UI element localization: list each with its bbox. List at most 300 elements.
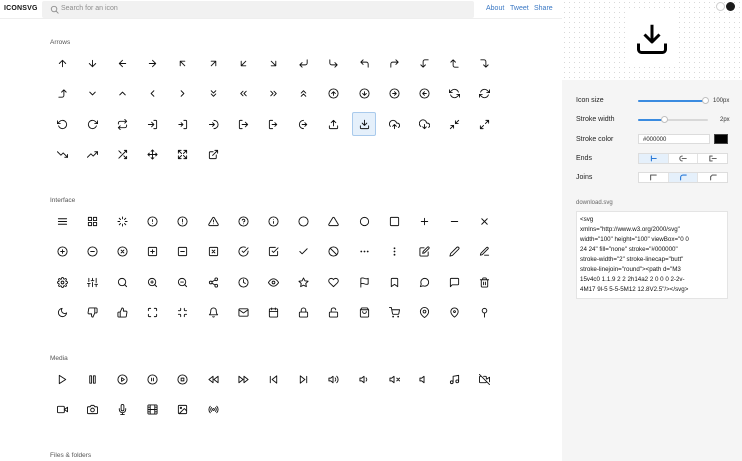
icon-tile[interactable] — [443, 51, 467, 75]
download-icon — [634, 21, 670, 57]
sign-out-icon — [268, 119, 279, 130]
joins-miter-option[interactable] — [639, 173, 669, 182]
icon-tile[interactable] — [443, 240, 467, 264]
dark-theme-dot[interactable] — [726, 2, 735, 11]
icon-tile[interactable] — [443, 270, 467, 294]
icon-tile[interactable] — [322, 240, 346, 264]
circle-icon — [298, 216, 309, 227]
check-square-icon — [268, 246, 279, 257]
icon-tile[interactable] — [50, 209, 74, 233]
icon-tile[interactable] — [50, 367, 74, 391]
icon-size-value: 100px — [713, 98, 730, 104]
icon-tile[interactable] — [201, 143, 225, 167]
icon-tile[interactable] — [50, 301, 74, 325]
icon-size-fill — [638, 100, 706, 102]
icon-tile[interactable] — [382, 112, 406, 136]
ends-toggle — [638, 153, 728, 164]
icon-tile[interactable] — [382, 270, 406, 294]
arrow-up-left-icon — [177, 58, 188, 69]
maximize-icon — [479, 119, 490, 130]
unlock-icon — [328, 307, 339, 318]
download-filename[interactable]: download.svg — [576, 200, 613, 206]
arrow-down-left-icon — [238, 58, 249, 69]
icon-tile[interactable] — [50, 270, 74, 294]
thumbs-down-icon — [87, 307, 98, 318]
icon-tile[interactable] — [473, 51, 497, 75]
corner-up-left-icon — [359, 58, 370, 69]
icon-tile[interactable] — [201, 398, 225, 422]
skip-forward-icon — [298, 374, 309, 385]
icon-tile[interactable] — [473, 209, 497, 233]
info-circle-icon — [177, 216, 188, 227]
icon-tile[interactable] — [171, 112, 195, 136]
volume-2-icon — [328, 374, 339, 385]
icon-tile[interactable] — [110, 270, 134, 294]
icon-tile[interactable] — [80, 82, 104, 106]
bell-icon — [208, 307, 219, 318]
icon-tile[interactable] — [231, 367, 255, 391]
icon-tile[interactable] — [382, 82, 406, 106]
icon-tile[interactable] — [412, 209, 436, 233]
icon-tile[interactable] — [412, 82, 436, 106]
icon-tile[interactable] — [141, 367, 165, 391]
sliders-icon — [87, 277, 98, 288]
pause-circle-icon — [147, 374, 158, 385]
icon-tile[interactable] — [201, 51, 225, 75]
icon-tile[interactable] — [412, 301, 436, 325]
clock-icon — [238, 277, 249, 288]
play-circle-icon — [117, 374, 128, 385]
top-bar — [0, 0, 562, 19]
skip-back-icon — [268, 374, 279, 385]
log-out-icon — [238, 119, 249, 130]
icon-tile[interactable] — [201, 209, 225, 233]
pin-icon — [479, 307, 490, 318]
square-icon — [389, 216, 400, 227]
icon-tile[interactable] — [141, 143, 165, 167]
section-title: Arrows — [50, 39, 71, 46]
icon-size-slider[interactable] — [638, 100, 708, 102]
joins-round-option[interactable] — [669, 173, 699, 182]
icon-tile[interactable] — [80, 398, 104, 422]
plus-icon — [419, 216, 430, 227]
search-input[interactable] — [42, 1, 474, 18]
icon-tile[interactable] — [352, 209, 376, 233]
nav-tweet-link[interactable]: Tweet — [510, 5, 529, 12]
map-pin-icon — [419, 307, 430, 318]
stroke-width-handle[interactable] — [661, 116, 668, 123]
icon-tile[interactable] — [382, 301, 406, 325]
icon-tile[interactable] — [443, 367, 467, 391]
logo[interactable]: ICONSVG — [4, 5, 38, 12]
icon-tile[interactable] — [80, 112, 104, 136]
chevrons-left-icon — [238, 88, 249, 99]
light-theme-dot[interactable] — [716, 2, 725, 11]
nav-about-link[interactable]: About — [486, 5, 505, 12]
arrow-right-circle-icon — [389, 88, 400, 99]
icon-tile[interactable] — [261, 367, 285, 391]
icon-tile[interactable] — [443, 82, 467, 106]
icon-tile[interactable] — [141, 301, 165, 325]
icon-tile[interactable] — [382, 240, 406, 264]
arrow-right-icon — [147, 58, 158, 69]
icon-tile[interactable] — [352, 51, 376, 75]
check-circle-icon — [238, 246, 249, 257]
code-line: 24 24" fill="none" stroke="#000000" — [580, 246, 678, 253]
stroke-color-swatch[interactable] — [714, 134, 728, 144]
share-icon — [208, 277, 219, 288]
cloud-download-icon — [419, 119, 430, 130]
icon-tile[interactable] — [141, 398, 165, 422]
slash-icon — [328, 246, 339, 257]
icon-tile[interactable] — [110, 301, 134, 325]
icon-tile[interactable] — [50, 51, 74, 75]
volume-icon — [419, 374, 430, 385]
corner-up-right-icon — [389, 58, 400, 69]
icon-tile[interactable] — [110, 398, 134, 422]
icon-tile[interactable] — [382, 209, 406, 233]
music-icon — [449, 374, 460, 385]
icon-tile[interactable] — [382, 367, 406, 391]
icon-size-label: Icon size — [576, 97, 604, 104]
icon-tile[interactable] — [352, 240, 376, 264]
minus-circle-icon — [87, 246, 98, 257]
pause-icon — [87, 374, 98, 385]
icon-tile[interactable] — [322, 51, 346, 75]
zoom-out-icon — [177, 277, 188, 288]
icon-tile[interactable] — [261, 209, 285, 233]
bookmark-icon — [389, 277, 400, 288]
shuffle-icon — [117, 149, 128, 160]
ends-round-option[interactable] — [669, 154, 699, 163]
icon-tile[interactable] — [50, 143, 74, 167]
icon-tile[interactable] — [141, 270, 165, 294]
icon-tile[interactable] — [141, 240, 165, 264]
icon-tile[interactable] — [80, 270, 104, 294]
icon-tile[interactable] — [292, 367, 316, 391]
icon-tile[interactable] — [231, 209, 255, 233]
icon-tile[interactable] — [171, 270, 195, 294]
icon-tile[interactable] — [50, 82, 74, 106]
svg-code-box[interactable] — [576, 211, 728, 299]
icon-tile[interactable] — [231, 270, 255, 294]
icon-tile[interactable] — [322, 270, 346, 294]
settings-panel — [562, 80, 742, 461]
icon-tile[interactable] — [382, 51, 406, 75]
code-line: stroke-width="2" stroke-linecap="butt" — [580, 256, 684, 263]
moon-icon — [57, 307, 68, 318]
icon-tile[interactable] — [352, 301, 376, 325]
eye-icon — [268, 277, 279, 288]
icon-tile[interactable] — [80, 143, 104, 167]
icon-tile[interactable] — [352, 82, 376, 106]
icon-tile[interactable] — [171, 82, 195, 106]
icon-gallery — [0, 19, 562, 461]
icon-tile[interactable] — [231, 240, 255, 264]
exit-fullscreen-icon — [177, 307, 188, 318]
icon-tile[interactable] — [261, 112, 285, 136]
icon-tile[interactable] — [110, 143, 134, 167]
icon-tile[interactable] — [473, 240, 497, 264]
chevrons-up-icon — [298, 88, 309, 99]
icon-tile[interactable] — [412, 240, 436, 264]
chevron-down-icon — [87, 88, 98, 99]
trending-down-icon — [57, 149, 68, 160]
icon-tile[interactable] — [50, 398, 74, 422]
code-line: <svg — [580, 216, 594, 223]
trash-icon — [479, 277, 490, 288]
lock-icon — [298, 307, 309, 318]
icon-tile[interactable] — [80, 301, 104, 325]
icon-tile[interactable] — [443, 209, 467, 233]
icon-tile[interactable] — [50, 112, 74, 136]
icon-tile[interactable] — [352, 112, 376, 136]
zoom-in-icon — [147, 277, 158, 288]
icon-tile[interactable] — [80, 367, 104, 391]
sign-in-icon — [177, 119, 188, 130]
ends-butt-option[interactable] — [639, 154, 669, 163]
joins-bevel-option[interactable] — [698, 173, 727, 182]
icon-tile[interactable] — [171, 240, 195, 264]
icon-tile[interactable] — [292, 51, 316, 75]
icon-tile[interactable] — [231, 51, 255, 75]
icon-tile[interactable] — [322, 367, 346, 391]
icon-tile[interactable] — [322, 209, 346, 233]
thumbs-up-icon — [117, 307, 128, 318]
linejoin-bevel-icon — [709, 174, 717, 181]
icon-tile[interactable] — [261, 82, 285, 106]
x-icon — [479, 216, 490, 227]
icon-tile[interactable] — [292, 240, 316, 264]
more-horizontal-icon — [359, 246, 370, 257]
icon-tile[interactable] — [352, 367, 376, 391]
rewind-icon — [208, 374, 219, 385]
icon-tile[interactable] — [261, 301, 285, 325]
stroke-width-value: 2px — [720, 117, 730, 123]
theme-toggle[interactable] — [716, 2, 738, 12]
edit-line-icon — [479, 246, 490, 257]
corner-left-up-icon — [449, 58, 460, 69]
icon-tile[interactable] — [80, 51, 104, 75]
code-line: width="100" height="100" viewBox="0 0 — [580, 236, 689, 243]
nav-share-link[interactable]: Share — [534, 5, 553, 12]
arrow-left-icon — [117, 58, 128, 69]
icon-tile[interactable] — [352, 270, 376, 294]
icon-tile[interactable] — [141, 51, 165, 75]
arrow-left-circle-icon — [419, 88, 430, 99]
icon-tile[interactable] — [473, 112, 497, 136]
video-icon — [57, 404, 68, 415]
film-icon — [147, 404, 158, 415]
corner-right-down-icon — [479, 58, 490, 69]
arrow-up-right-icon — [208, 58, 219, 69]
message-square-icon — [449, 277, 460, 288]
icon-tile[interactable] — [171, 51, 195, 75]
stop-circle-icon — [177, 374, 188, 385]
icon-tile[interactable] — [201, 301, 225, 325]
icon-tile[interactable] — [412, 112, 436, 136]
star-icon — [298, 277, 309, 288]
calendar-icon — [268, 307, 279, 318]
icon-tile[interactable] — [141, 112, 165, 136]
icon-tile[interactable] — [261, 270, 285, 294]
icon-tile[interactable] — [171, 301, 195, 325]
icon-tile[interactable] — [292, 82, 316, 106]
menu-icon — [57, 216, 68, 227]
camera-icon — [87, 404, 98, 415]
chevrons-right-icon — [268, 88, 279, 99]
corner-right-up-icon — [57, 88, 68, 99]
rotate-ccw-icon — [57, 119, 68, 130]
icon-tile[interactable] — [292, 112, 316, 136]
joins-label: Joins — [576, 174, 593, 181]
icon-tile[interactable] — [171, 398, 195, 422]
radio-icon — [208, 404, 219, 415]
minus-square-icon — [177, 246, 188, 257]
stroke-color-label: Stroke color — [576, 136, 614, 143]
icon-tile[interactable] — [231, 82, 255, 106]
icon-tile[interactable] — [412, 367, 436, 391]
plus-square-icon — [147, 246, 158, 257]
refresh-ccw-icon — [449, 88, 460, 99]
chevron-up-icon — [117, 88, 128, 99]
icon-tile[interactable] — [473, 301, 497, 325]
more-vertical-icon — [389, 246, 400, 257]
icon-tile[interactable] — [50, 240, 74, 264]
mail-icon — [238, 307, 249, 318]
icon-tile[interactable] — [322, 82, 346, 106]
icon-tile[interactable] — [141, 82, 165, 106]
help-circle-icon — [238, 216, 249, 227]
linecap-round-icon — [679, 155, 687, 162]
info-icon — [268, 216, 279, 227]
icon-tile[interactable] — [322, 112, 346, 136]
icon-preview — [625, 12, 679, 66]
icon-tile[interactable] — [473, 367, 497, 391]
icon-tile[interactable] — [292, 301, 316, 325]
icon-tile[interactable] — [141, 209, 165, 233]
icon-tile[interactable] — [201, 270, 225, 294]
arrow-up-icon — [57, 58, 68, 69]
rotate-cw-icon — [87, 119, 98, 130]
icon-tile[interactable] — [80, 240, 104, 264]
icon-tile[interactable] — [473, 82, 497, 106]
video-off-icon — [479, 374, 490, 385]
exit-circle-icon — [298, 119, 309, 130]
icon-tile[interactable] — [110, 367, 134, 391]
icon-tile[interactable] — [201, 82, 225, 106]
icon-tile[interactable] — [171, 143, 195, 167]
ends-label: Ends — [576, 155, 592, 162]
check-icon — [298, 246, 309, 257]
cloud-upload-icon — [389, 119, 400, 130]
shopping-bag-icon — [359, 307, 370, 318]
pen-icon — [449, 246, 460, 257]
heart-icon — [328, 277, 339, 288]
code-line: 4M17 9l-5 5-5-5M12 12.8V2.5"/></svg> — [580, 286, 689, 293]
chevron-left-icon — [147, 88, 158, 99]
play-icon — [57, 374, 68, 385]
icon-tile[interactable] — [412, 51, 436, 75]
message-circle-icon — [419, 277, 430, 288]
icon-tile[interactable] — [201, 112, 225, 136]
refresh-cw-icon — [479, 88, 490, 99]
icon-tile[interactable] — [292, 270, 316, 294]
icon-tile[interactable] — [171, 209, 195, 233]
loader-icon — [117, 216, 128, 227]
enter-circle-icon — [208, 119, 219, 130]
corner-left-down-icon — [419, 58, 430, 69]
icon-tile[interactable] — [322, 301, 346, 325]
icon-tile[interactable] — [110, 112, 134, 136]
icon-tile[interactable] — [473, 270, 497, 294]
icon-tile[interactable] — [201, 367, 225, 391]
icon-tile[interactable] — [443, 301, 467, 325]
icon-tile[interactable] — [261, 240, 285, 264]
search-icon — [117, 277, 128, 288]
minimize-icon — [449, 119, 460, 130]
triangle-icon — [328, 216, 339, 227]
code-line: stroke-linejoin="round"><path d="M3 — [580, 266, 681, 273]
icon-tile[interactable] — [201, 240, 225, 264]
expand-icon — [177, 149, 188, 160]
corner-down-left-icon — [298, 58, 309, 69]
icon-tile[interactable] — [171, 367, 195, 391]
icon-tile[interactable] — [110, 51, 134, 75]
linejoin-miter-icon — [649, 174, 657, 181]
icon-tile[interactable] — [231, 112, 255, 136]
download-icon — [359, 119, 370, 130]
icon-tile[interactable] — [412, 270, 436, 294]
icon-tile[interactable] — [443, 112, 467, 136]
code-line: xmlns="http://www.w3.org/2000/svg" — [580, 226, 680, 233]
stroke-width-slider[interactable] — [638, 119, 708, 121]
icon-tile[interactable] — [80, 209, 104, 233]
upload-icon — [328, 119, 339, 130]
search-placeholder: Search for an icon — [61, 5, 118, 12]
icon-tile[interactable] — [231, 301, 255, 325]
icon-size-handle[interactable] — [702, 97, 709, 104]
icon-tile[interactable] — [110, 82, 134, 106]
volume-1-icon — [359, 374, 370, 385]
ends-square-option[interactable] — [698, 154, 727, 163]
arrow-down-icon — [87, 58, 98, 69]
arrow-up-circle-icon — [328, 88, 339, 99]
plus-circle-icon — [57, 246, 68, 257]
code-line: 15v4c0 1.1.9 2 2 2h14a2 2 0 0 0 2-2v- — [580, 276, 685, 283]
icon-tile[interactable] — [110, 240, 134, 264]
image-icon — [177, 404, 188, 415]
section-title: Media — [50, 355, 68, 362]
stroke-color-input[interactable]: #000000 — [638, 134, 710, 144]
alert-circle-icon — [147, 216, 158, 227]
chevrons-down-icon — [208, 88, 219, 99]
icon-tile[interactable] — [261, 51, 285, 75]
fast-forward-icon — [238, 374, 249, 385]
section-title: Interface — [50, 197, 76, 204]
linejoin-round-icon — [679, 174, 687, 181]
flag-icon — [359, 277, 370, 288]
fullscreen-icon — [147, 307, 158, 318]
repeat-icon — [117, 119, 128, 130]
mic-icon — [117, 404, 128, 415]
grid-icon — [87, 216, 98, 227]
search-icon — [49, 4, 60, 15]
trending-up-icon — [87, 149, 98, 160]
shopping-cart-icon — [389, 307, 400, 318]
icon-tile[interactable] — [292, 209, 316, 233]
icon-tile[interactable] — [110, 209, 134, 233]
